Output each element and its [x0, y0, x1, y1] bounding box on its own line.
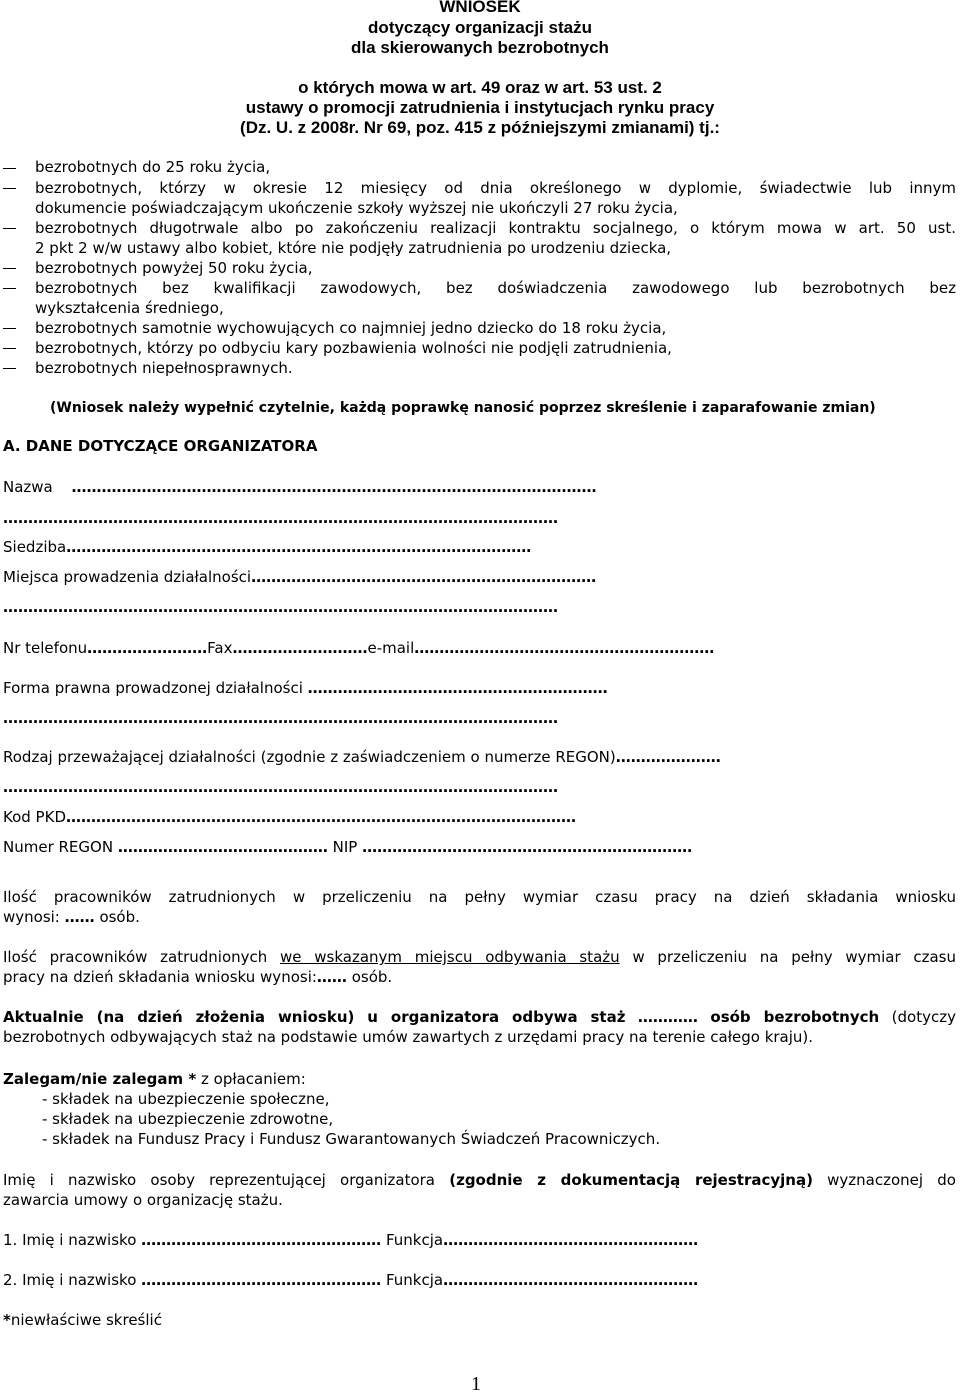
field-pkd-label: Kod PKD: [3, 808, 66, 826]
footnote-text: niewłaściwe skreślić: [10, 1311, 162, 1329]
representative-row: [3, 1230, 698, 1250]
contributions-lead-bold[interactable]: Zalegam/nie zalegam *: [3, 1070, 197, 1088]
field-regon-label: Numer REGON: [3, 838, 114, 856]
field-business-locations-label: Miejsca prowadzenia działalności: [3, 568, 252, 586]
field-seat-label: Siedziba: [3, 538, 67, 556]
legal-basis-line-3: (Dz. U. z 2008r. Nr 69, poz. 415 z późniejszymi zmianami) tj.:: [240, 118, 720, 137]
representative-row: [3, 1270, 698, 1290]
staff-count-blank[interactable]: ……: [64, 908, 95, 926]
representative-prefix: Imię i nazwisko osoby reprezentującej organizatora: [3, 1171, 436, 1189]
contribution-item: - składek na ubezpieczenie zdrowotne,: [42, 1110, 334, 1128]
current-interns-line-2: bezrobotnych odbywających staż na podstawie umów zawartych z urzędami pracy na terenie całego kraju).: [3, 1028, 814, 1046]
field-fax-blank[interactable]: ………………………: [232, 639, 368, 657]
field-business-locations: [3, 567, 596, 587]
legal-basis-line-2: ustawy o promocji zatrudnienia i instytucjach rynku pracy: [245, 98, 715, 117]
field-legal-form-blank[interactable]: ……………………………………………………: [307, 679, 608, 697]
field-business-locations-blank[interactable]: ……………………………………………………………: [251, 568, 597, 586]
current-interns-paren: (dotyczy: [891, 1008, 956, 1026]
site-staff-line2-suffix: osób.: [351, 968, 393, 986]
staff-count-line-2: [3, 907, 140, 927]
staff-count-suffix: osób.: [99, 908, 140, 926]
fill-instruction-note: (Wniosek należy wypełnić czytelnie, każdą poprawkę nanosić poprzez skreślenie i zaparafowanie zmian): [50, 400, 876, 416]
document-title: WNIOSEK: [439, 0, 521, 16]
title-line-2: dotyczący organizacji stażu: [368, 18, 592, 37]
field-main-activity-label: Rodzaj przeważającej działalności (zgodnie z zaświadczeniem o numerze REGON): [3, 748, 616, 766]
field-pkd-blank[interactable]: …………………………………………………………………………………………: [66, 808, 576, 826]
contribution-item: - składek na Fundusz Pracy i Fundusz Gwarantowanych Świadczeń Pracowniczych.: [42, 1130, 661, 1148]
field-phone-blank[interactable]: ……………………: [87, 639, 208, 657]
current-interns-line-1: [3, 1007, 956, 1027]
list-dash: [3, 188, 16, 189]
field-regon-blank[interactable]: ……………………………………: [117, 838, 328, 856]
list-dash: [3, 328, 16, 329]
field-main-activity-blank[interactable]: …………………: [615, 748, 721, 766]
list-item: bezrobotnych powyżej 50 roku życia,: [35, 259, 313, 277]
field-pkd: [3, 807, 576, 827]
site-staff-count-line-1: [3, 947, 956, 967]
field-main-activity: [3, 747, 721, 767]
site-staff-prefix: Ilość pracowników zatrudnionych: [3, 948, 268, 966]
list-item: bezrobotnych do 25 roku życia,: [35, 158, 271, 176]
representative-suffix: wyznaczonej do: [827, 1171, 956, 1189]
site-staff-blank[interactable]: ……: [316, 968, 347, 986]
list-item: bezrobotnych, którzy w okresie 12 miesięcy od dnia określonego w dyplomie, świadectwie lub innym: [35, 179, 956, 197]
field-email-label: e-mail: [367, 639, 415, 657]
field-phone-label: Nr telefonu: [3, 639, 88, 657]
field-name-blank-continued[interactable]: …………………………………………………………………………………………………: [3, 509, 558, 527]
site-staff-suffix: w przeliczeniu na pełny wymiar czasu: [632, 948, 956, 966]
field-seat-blank[interactable]: …………………………………………………………………………………: [66, 538, 532, 556]
contributions-lead-text: z opłacaniem:: [201, 1070, 306, 1088]
representative-name-label: 1. Imię i nazwisko: [3, 1231, 137, 1249]
list-dash: [3, 168, 16, 169]
list-dash: [3, 228, 16, 229]
list-item: bezrobotnych samotnie wychowujących co najmniej jedno dziecko do 18 roku życia,: [35, 319, 667, 337]
title-line-3: dla skierowanych bezrobotnych: [351, 38, 609, 57]
contributions-lead: [3, 1069, 306, 1089]
staff-count-prefix: wynosi:: [3, 908, 60, 926]
field-email-blank[interactable]: ……………………………………………………: [414, 639, 715, 657]
field-regon-nip: [3, 837, 692, 857]
list-item: bezrobotnych, którzy po odbyciu kary pozbawienia wolności nie podjęli zatrudnienia,: [35, 339, 672, 357]
field-business-locations-blank-continued[interactable]: …………………………………………………………………………………………………: [3, 598, 558, 616]
representative-function-blank[interactable]: ……………………………………………: [443, 1231, 699, 1249]
representative-line-2: zawarcia umowy o organizację stażu.: [3, 1191, 283, 1209]
field-legal-form: [3, 678, 608, 698]
list-dash: [3, 348, 16, 349]
representative-line-1: [3, 1170, 956, 1190]
field-name-label: Nazwa: [3, 478, 53, 496]
field-contact: [3, 638, 714, 658]
list-item-continued: wykształcenia średniego,: [35, 299, 224, 317]
page-number: 1: [471, 1373, 481, 1395]
field-main-activity-blank-continued[interactable]: …………………………………………………………………………………………………: [3, 778, 558, 796]
current-interns-bold-2: osób bezrobotnych: [710, 1008, 880, 1026]
list-dash: [3, 368, 16, 369]
representative-name-blank[interactable]: …………………………………………: [141, 1231, 382, 1249]
field-legal-form-label: Forma prawna prowadzonej działalności: [3, 679, 303, 697]
footnote-asterisk: *: [3, 1311, 11, 1329]
representative-function-blank[interactable]: ……………………………………………: [443, 1271, 699, 1289]
field-nip-blank[interactable]: …………………………………………………………: [362, 838, 693, 856]
list-dash: [3, 268, 16, 269]
contribution-item: - składek na ubezpieczenie społeczne,: [42, 1090, 330, 1108]
representative-function-label: Funkcja: [385, 1271, 444, 1289]
section-a-heading: A. DANE DOTYCZĄCE ORGANIZATORA: [3, 437, 318, 455]
current-interns-bold: Aktualnie (na dzień złożenia wniosku) u organizatora odbywa staż: [3, 1008, 626, 1026]
list-item-continued: 2 pkt 2 w/w ustawy albo kobiet, które nie podjęły zatrudnienia po urodzeniu dziecka,: [35, 239, 672, 257]
list-item: bezrobotnych długotrwale albo po zakończeniu realizacji kontraktu socjalnego, o którym mowa w art. 50 ust.: [35, 219, 956, 237]
list-item: bezrobotnych niepełnosprawnych.: [35, 359, 293, 377]
representative-name-label: 2. Imię i nazwisko: [3, 1271, 137, 1289]
field-name-blank[interactable]: ……………………………………………………………………………………………: [71, 478, 597, 496]
legal-basis-line-1: o których mowa w art. 49 oraz w art. 53 ust. 2: [298, 78, 662, 97]
site-staff-underlined: we wskazanym miejscu odbywania stażu: [280, 948, 620, 966]
site-staff-line2-prefix: pracy na dzień składania wniosku wynosi:: [3, 968, 317, 986]
list-item-continued: dokumencie poświadczającym ukończenie szkoły wyższej nie ukończyli 27 roku życia,: [35, 199, 678, 217]
representative-bold: (zgodnie z dokumentacją rejestracyjną): [449, 1171, 813, 1189]
field-nip-label: NIP: [332, 838, 358, 856]
field-fax-label: Fax: [207, 639, 233, 657]
site-staff-count-line-2: [3, 967, 392, 987]
representative-name-blank[interactable]: …………………………………………: [141, 1271, 382, 1289]
staff-count-line-1: Ilość pracowników zatrudnionych w przeliczeniu na pełny wymiar czasu pracy na dzień składania wniosku: [3, 888, 956, 906]
representative-function-label: Funkcja: [385, 1231, 444, 1249]
field-legal-form-blank-continued[interactable]: …………………………………………………………………………………………………: [3, 709, 558, 727]
field-seat: [3, 537, 531, 557]
field-name: [3, 477, 597, 497]
list-item: bezrobotnych bez kwalifikacji zawodowych, bez doświadczenia zawodowego lub bezrobotnych bez: [35, 279, 956, 297]
current-interns-blank[interactable]: …………: [637, 1008, 698, 1026]
footnote: [3, 1310, 162, 1330]
list-dash: [3, 288, 16, 289]
